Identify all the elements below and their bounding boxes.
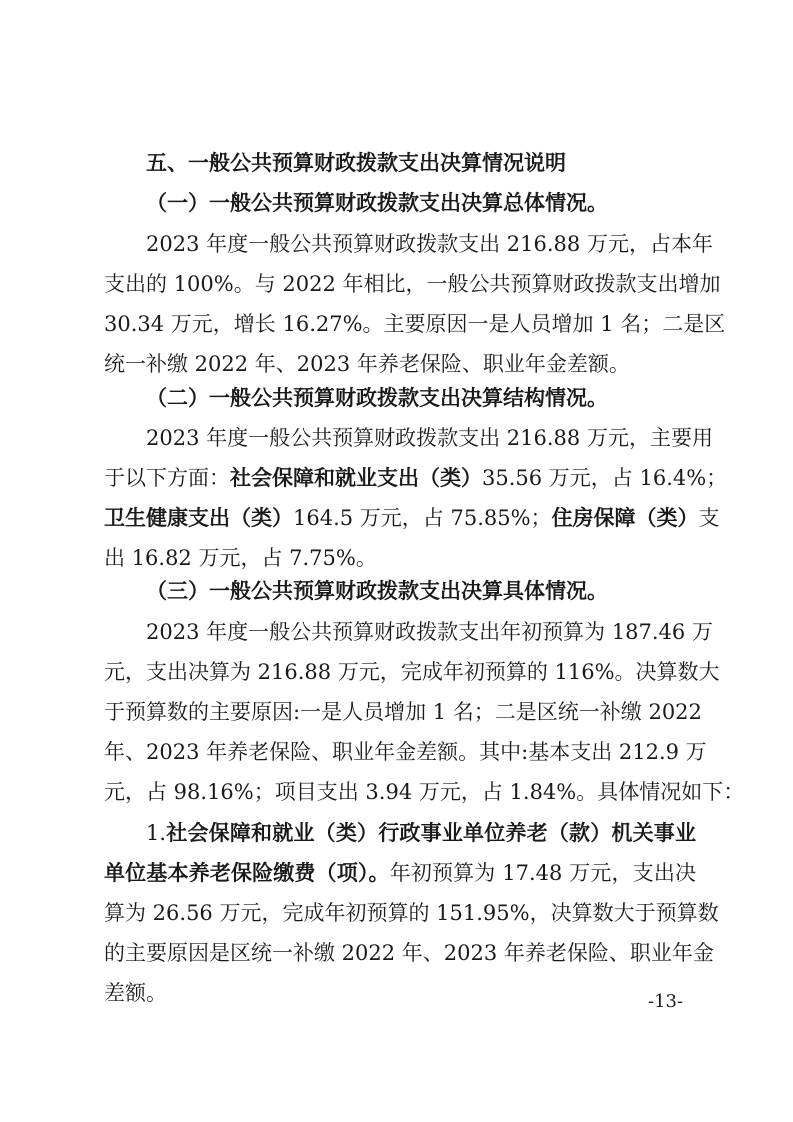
sub2-line-2-category: 社会保障和就业支出（类） — [230, 465, 482, 490]
sub2-line-3-category-c: 住房保障（类） — [551, 505, 699, 530]
item1-number: 1. — [146, 821, 167, 845]
item1-line-2-text: 年初预算为 17.48 万元，支出决 — [389, 861, 697, 885]
sub2-line-3-text-d: 支 — [698, 506, 720, 530]
sub2-line-3 — [104, 503, 720, 533]
item1-line-4: 的主要原因是区统一补缴 2022 年、2023 年养老保险、职业年金 — [104, 941, 714, 965]
section-title: 五、一般公共预算财政拨款支出决算情况说明 — [146, 151, 566, 175]
item1-line-1 — [146, 818, 696, 848]
sub2-line-2-text-a: 于以下方面： — [104, 466, 230, 490]
sub3-line-1: 2023 年度一般公共预算财政拨款支出年初预算为 187.46 万 — [146, 620, 713, 644]
sub2-line-1: 2023 年度一般公共预算财政拨款支出 216.88 万元，主要用 — [146, 426, 713, 450]
sub2-line-3-text-b: 164.5 万元，占 75.85%； — [293, 506, 552, 530]
sub2-line-2-text-c: 35.56 万元，占 16.4%； — [482, 466, 728, 490]
item1-line-5: 差额。 — [104, 981, 167, 1005]
item1-line-3: 算为 26.56 万元，完成年初预算的 151.95%，决算数大于预算数 — [104, 901, 719, 925]
sub3-line-4: 年、2023 年养老保险、职业年金差额。其中:基本支出 212.9 万 — [104, 740, 707, 764]
sub2-line-4: 出 16.82 万元，占 7.75%。 — [104, 546, 377, 570]
item1-line-2 — [104, 858, 696, 888]
sub1-line-2: 支出的 100%。与 2022 年相比，一般公共预算财政拨款支出增加 — [104, 272, 721, 296]
sub1-heading: （一）一般公共预算财政拨款支出决算总体情况。 — [146, 190, 608, 215]
item1-category-cont: 单位基本养老保险缴费（项）。 — [104, 860, 390, 885]
page-number: -13- — [648, 991, 684, 1012]
sub3-line-3: 于预算数的主要原因:一是人员增加 1 名；二是区统一补缴 2022 — [104, 700, 702, 724]
sub3-line-5: 元，占 98.16%；项目支出 3.94 万元，占 1.84%。具体情况如下： — [104, 780, 745, 804]
sub1-line-1: 2023 年度一般公共预算财政拨款支出 216.88 万元，占本年 — [146, 232, 713, 256]
item1-category: 社会保障和就业（类）行政事业单位养老（款）机关事业 — [166, 820, 696, 845]
sub1-line-3: 30.34 万元，增长 16.27%。主要原因一是人员增加 1 名；二是区 — [104, 312, 726, 336]
sub2-line-2 — [104, 463, 728, 493]
sub2-heading: （二）一般公共预算财政拨款支出决算结构情况。 — [146, 385, 608, 410]
sub3-heading: （三）一般公共预算财政拨款支出决算具体情况。 — [146, 578, 608, 603]
sub1-line-4: 统一补缴 2022 年、2023 年养老保险、职业年金差额。 — [104, 352, 630, 376]
sub3-line-2: 元，支出决算为 216.88 万元，完成年初预算的 116%。决算数大 — [104, 660, 720, 684]
sub2-line-3-category-a: 卫生健康支出（类） — [104, 505, 293, 530]
